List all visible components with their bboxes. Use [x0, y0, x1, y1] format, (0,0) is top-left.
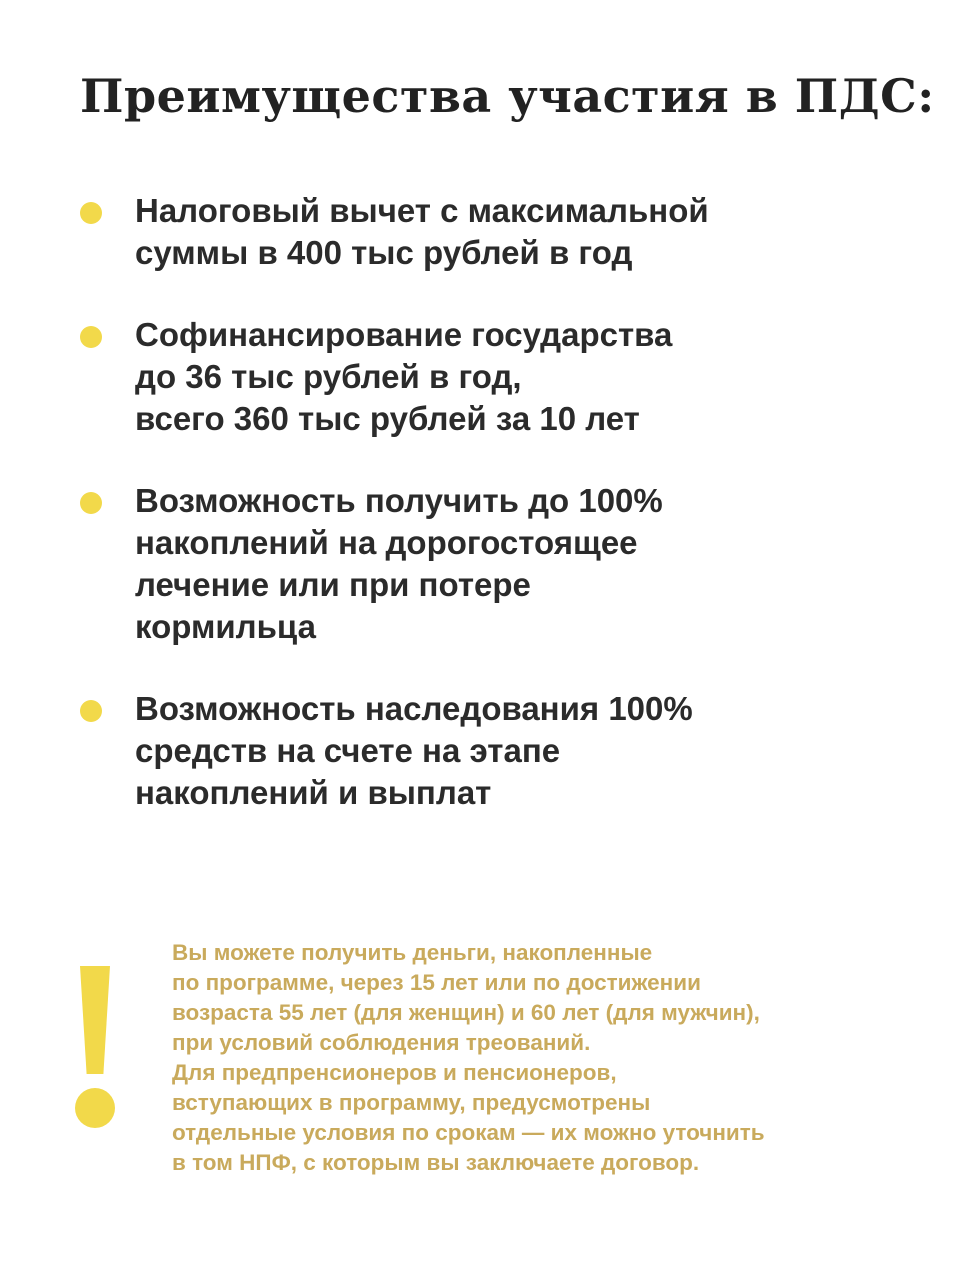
benefit-text-line: накоплений на дорогостоящее — [135, 524, 638, 561]
benefits-list — [80, 190, 900, 854]
benefit-text-line: лечение или при потере — [135, 566, 531, 603]
page-title: Преимущества участия в ПДС: — [80, 69, 935, 123]
notice-text — [172, 938, 912, 1178]
bullet-icon — [80, 492, 102, 514]
benefit-text-line: Софинансирование государства — [135, 316, 673, 353]
benefit-item-inheritance — [80, 688, 900, 814]
benefit-text-line: всего 360 тыс рублей за 10 лет — [135, 400, 640, 437]
notice-text-line: отдельные условия по срокам — их можно уточнить — [172, 1120, 765, 1145]
benefit-item-cofinancing — [80, 314, 900, 440]
exclamation-dot — [75, 1088, 115, 1128]
notice-text-line: Вы можете получить деньги, накопленные — [172, 940, 653, 965]
bullet-icon — [80, 700, 102, 722]
notice-text-line: по программе, через 15 лет или по достижении — [172, 970, 701, 995]
benefit-text-line: кормильца — [135, 608, 316, 645]
notice-text-line: возраста 55 лет (для женщин) и 60 лет (для мужчин), — [172, 1000, 760, 1025]
notice-text-line: вступающих в программу, предусмотрены — [172, 1090, 651, 1115]
bullet-icon — [80, 326, 102, 348]
notice-text-line: в том НПФ, с которым вы заключаете договор. — [172, 1150, 700, 1175]
benefit-text-line: Налоговый вычет с максимальной — [135, 192, 709, 229]
benefit-text-line: Возможность получить до 100% — [135, 482, 663, 519]
notice-block — [72, 938, 912, 1188]
benefit-text-line: Возможность наследования 100% — [135, 690, 693, 727]
benefit-text-line: до 36 тыс рублей в год, — [135, 358, 522, 395]
notice-text-line: Для предпренсионеров и пенсионеров, — [172, 1060, 617, 1085]
benefit-item-tax-deduction — [80, 190, 900, 274]
benefit-text-line: суммы в 400 тыс рублей в год — [135, 234, 633, 271]
bullet-icon — [80, 202, 102, 224]
benefit-text-line: накоплений и выплат — [135, 774, 492, 811]
exclamation-bar — [80, 966, 110, 1074]
benefit-item-early-withdrawal — [80, 480, 900, 648]
notice-text-line: при условий соблюдения треований. — [172, 1030, 591, 1055]
benefit-text-line: средств на счете на этапе — [135, 732, 561, 769]
